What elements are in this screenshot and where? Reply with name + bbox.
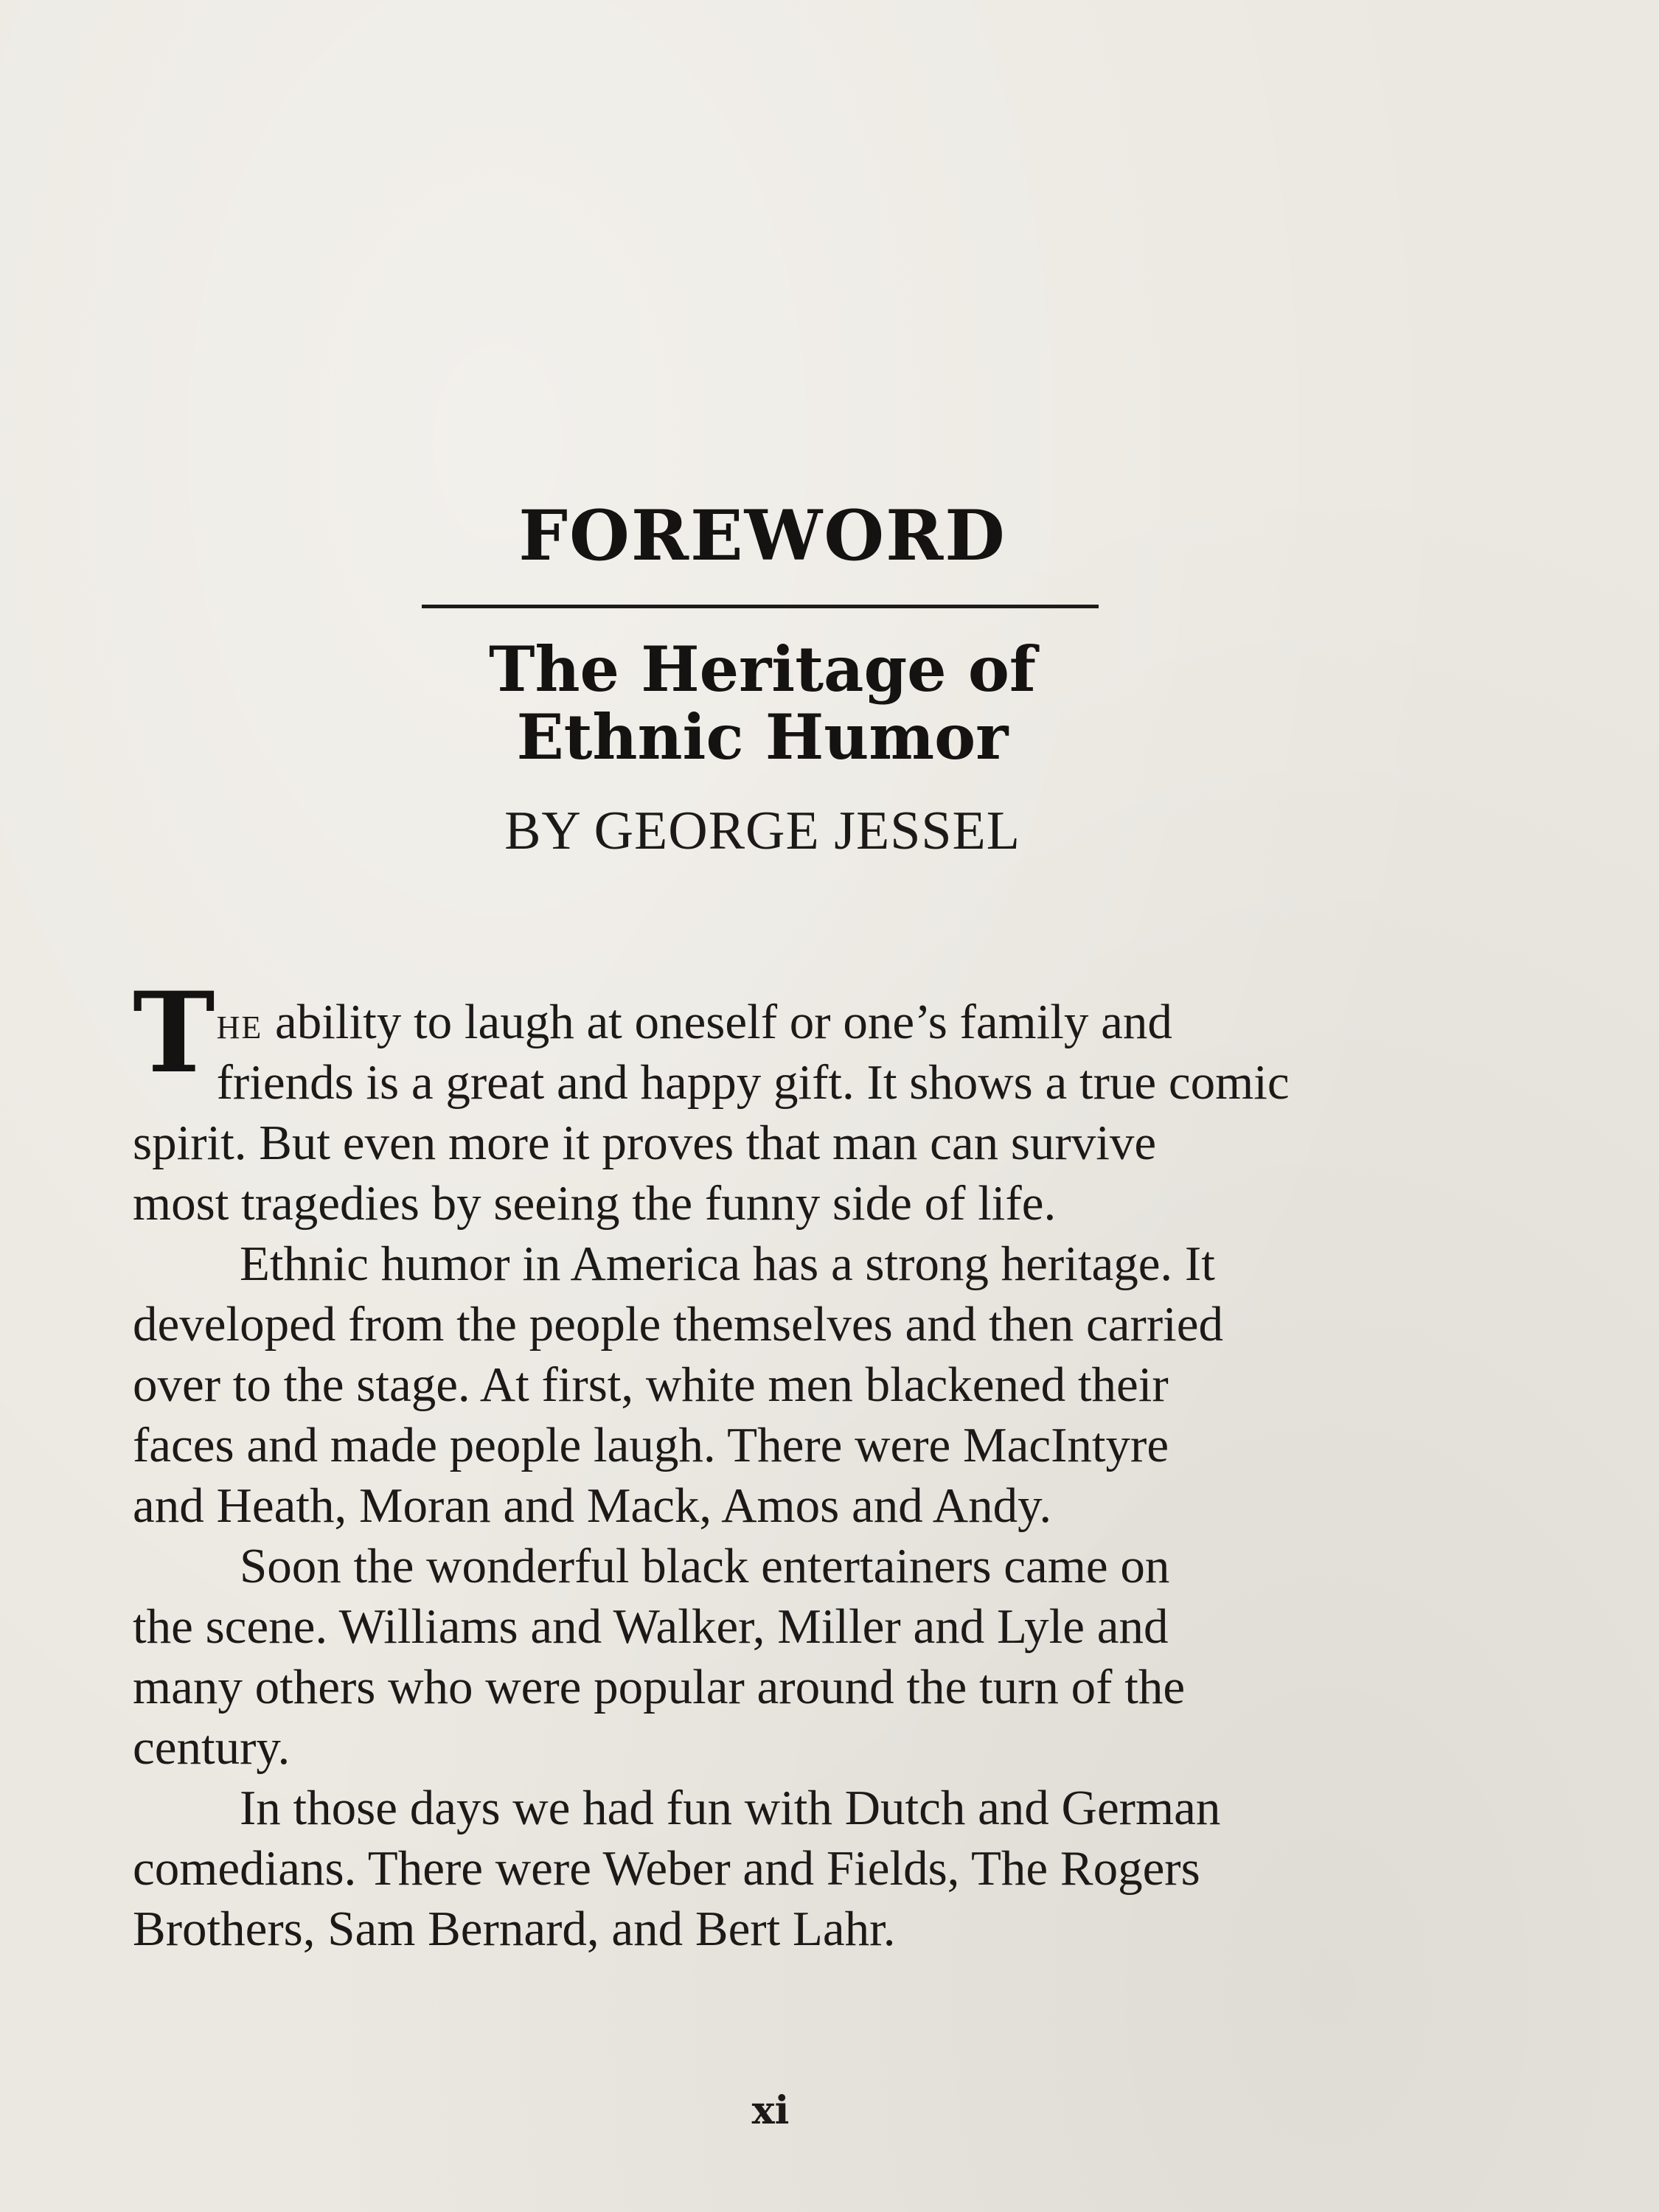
chapter-title-line-1: The Heritage of — [488, 633, 1037, 706]
body-line-10: Soon the wonderful black entertainers came on — [240, 1539, 1170, 1593]
first-word-small-caps: HE — [216, 1009, 263, 1046]
body-line-3: spirit. But even more it proves that man can survive — [133, 1116, 1157, 1170]
body-line-7: over to the stage. At first, white men blackened their — [133, 1357, 1169, 1412]
author-byline: BY GEORGE JESSEL — [504, 801, 1020, 861]
body-line-text: ability to laugh at oneself or one’s family and — [262, 995, 1172, 1049]
chapter-title-line-2: Ethnic Humor — [516, 700, 1009, 773]
body-line-11: the scene. Williams and Walker, Miller and Lyle and — [133, 1599, 1169, 1654]
title-rule — [422, 605, 1099, 608]
page-number: xi — [751, 2088, 790, 2133]
body-line-13: century. — [133, 1720, 291, 1775]
body-line-2: friends is a great and happy gift. It shows a true comic — [216, 1055, 1290, 1110]
body-line-5: Ethnic humor in America has a strong heritage. It — [240, 1237, 1215, 1291]
chapter-label: FOREWORD — [518, 495, 1006, 577]
drop-cap: T — [133, 968, 215, 1098]
body-line-6: developed from the people themselves and then carried — [133, 1297, 1224, 1352]
body-line-15: comedians. There were Weber and Fields, The Rogers — [133, 1841, 1200, 1896]
body-line-8: faces and made people laugh. There were MacIntyre — [133, 1418, 1169, 1472]
body-text — [133, 968, 1460, 1959]
body-line-14: In those days we had fun with Dutch and German — [240, 1781, 1221, 1835]
body-line-16: Brothers, Sam Bernard, and Bert Lahr. — [133, 1902, 896, 1956]
chapter-title — [0, 633, 1525, 773]
body-line-4: most tragedies by seeing the funny side of life. — [133, 1176, 1057, 1231]
body-line-12: many others who were popular around the turn of the — [133, 1660, 1186, 1714]
body-line-9: and Heath, Moran and Mack, Amos and Andy. — [133, 1478, 1052, 1533]
